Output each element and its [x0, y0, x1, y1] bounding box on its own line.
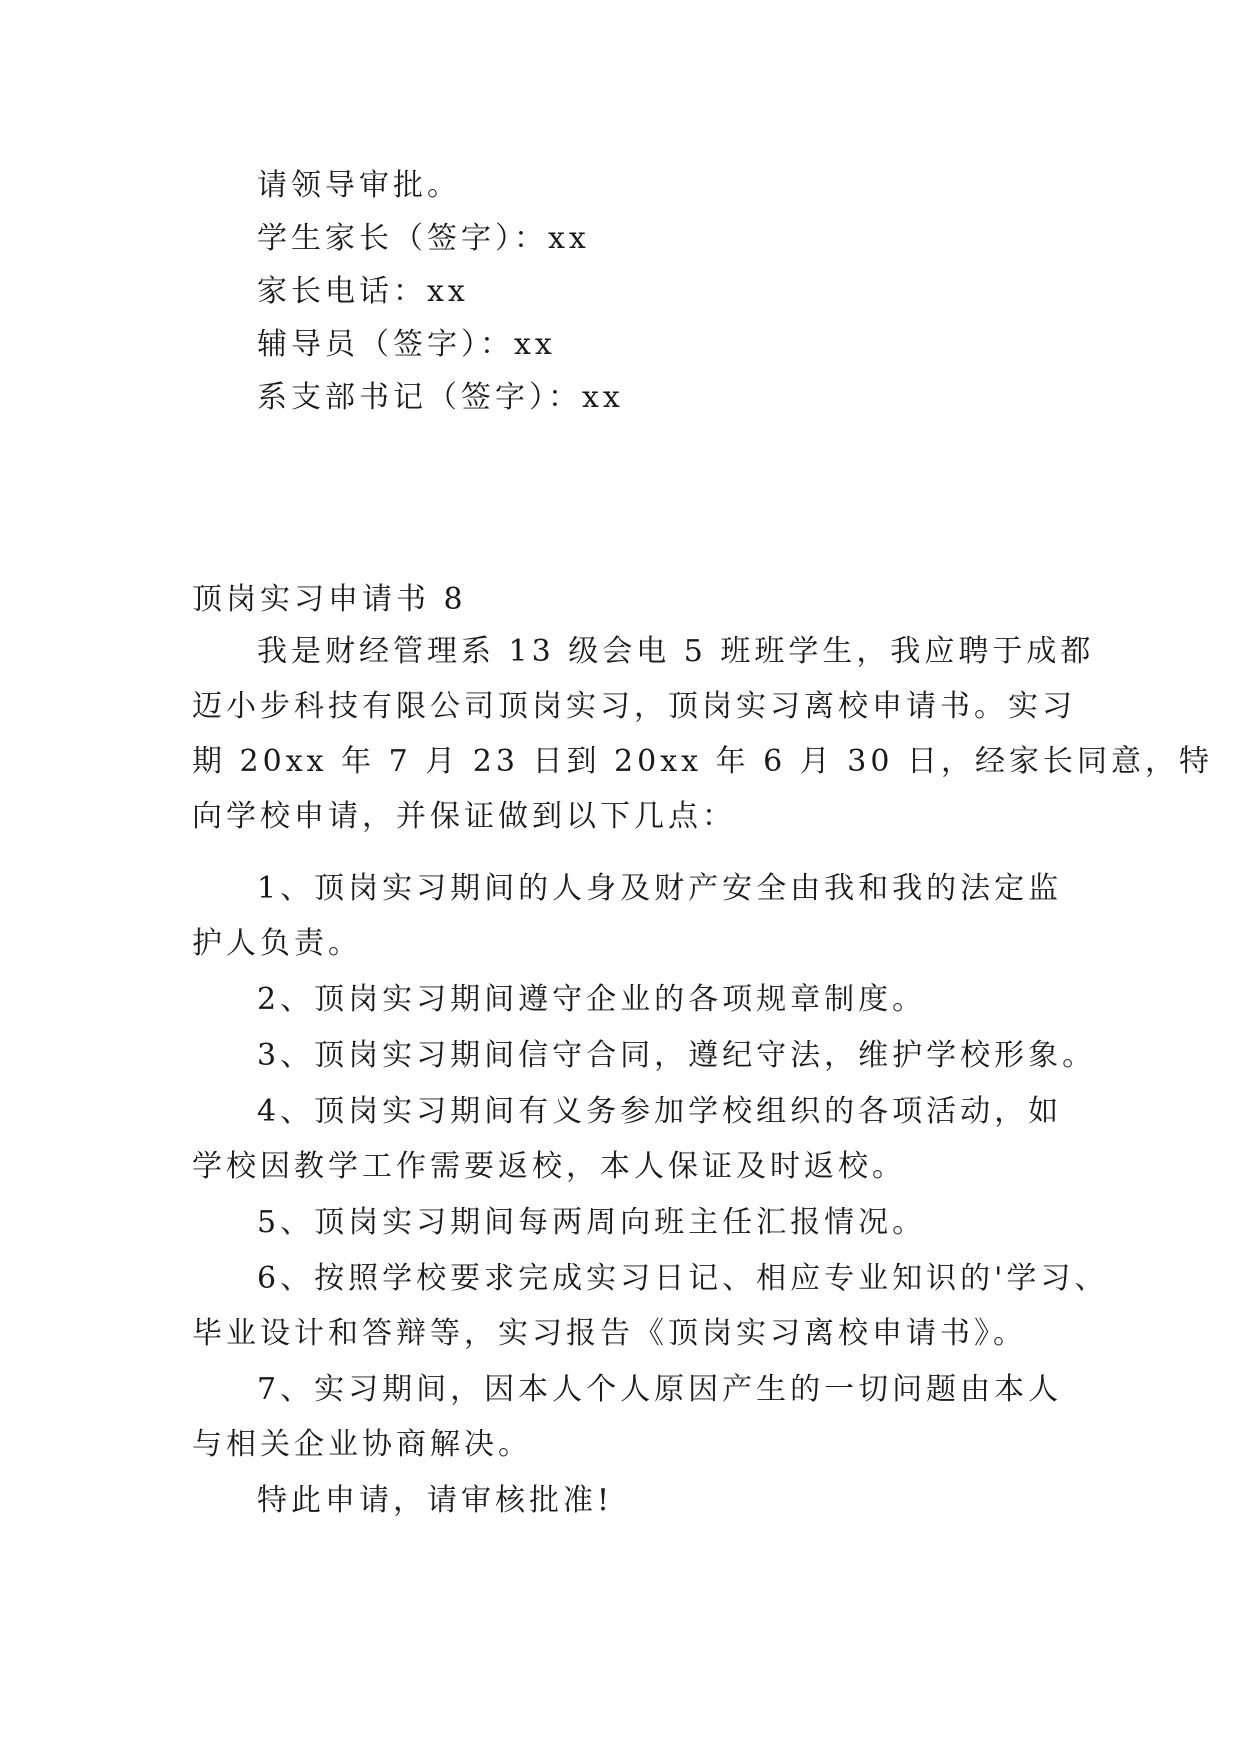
approval-request-line: 请领导审批。: [257, 168, 461, 203]
parent-signature-line: 学生家长（签字）：xx: [257, 221, 590, 256]
closing-line: 特此申请，请审核批准!: [257, 1483, 614, 1518]
intro-line-4: 向学校申请，并保证做到以下几点：: [192, 799, 736, 834]
intro-line-2: 迈小步科技有限公司顶岗实习，顶岗实习离校申请书。实习: [192, 689, 1076, 724]
item-7-line-2: 与相关企业协商解决。: [192, 1427, 532, 1462]
item-3-line-1: 3、顶岗实习期间信守合同，遵纪守法，维护学校形象。: [257, 1038, 1097, 1073]
item-2-line-1: 2、顶岗实习期间遵守企业的各项规章制度。: [257, 982, 927, 1017]
item-1-line-1: 1、顶岗实习期间的人身及财产安全由我和我的法定监: [257, 871, 1063, 906]
parent-phone-line: 家长电话：xx: [257, 274, 469, 309]
item-4-line-2: 学校因教学工作需要返校，本人保证及时返校。: [192, 1149, 906, 1184]
item-7-line-1: 7、实习期间，因本人个人原因产生的一切问题由本人: [257, 1372, 1063, 1407]
intro-line-3: 期 20xx 年 7 月 23 日到 20xx 年 6 月 30 日，经家长同意，特: [192, 744, 1213, 779]
item-5-line-1: 5、顶岗实习期间每两周向班主任汇报情况。: [257, 1205, 927, 1240]
item-4-line-1: 4、顶岗实习期间有义务参加学校组织的各项活动，如: [257, 1094, 1063, 1129]
counselor-signature-line: 辅导员（签字）：xx: [257, 327, 556, 362]
secretary-signature-line: 系支部书记（签字）：xx: [257, 380, 624, 415]
intro-line-1: 我是财经管理系 13 级会电 5 班班学生，我应聘于成都: [257, 634, 1095, 669]
item-6-line-1: 6、按照学校要求完成实习日记、相应专业知识的'学习、: [257, 1261, 1109, 1296]
item-6-line-2: 毕业设计和答辩等，实习报告《顶岗实习离校申请书》。: [192, 1316, 1027, 1351]
item-1-line-2: 护人负责。: [192, 926, 362, 961]
section-title: 顶岗实习申请书 8: [192, 582, 467, 617]
